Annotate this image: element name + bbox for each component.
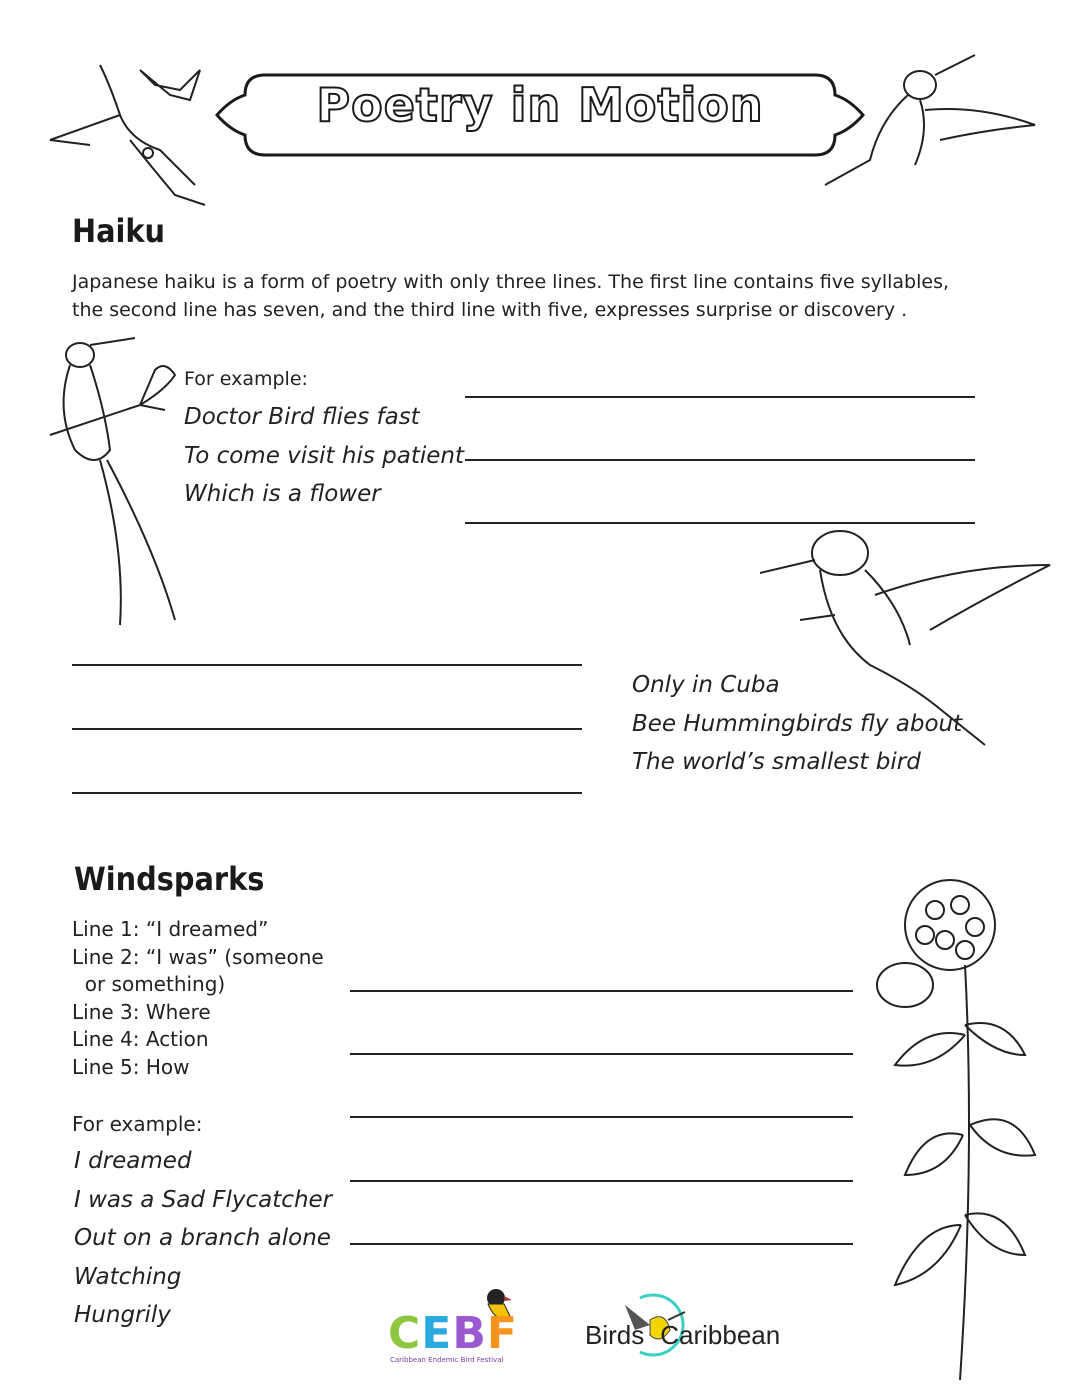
hummingbird-illustration	[820, 50, 1045, 190]
poem-line: Watching	[74, 1263, 182, 1290]
flying-birds-illustration	[30, 45, 215, 210]
haiku-write-line-6[interactable]	[72, 792, 582, 794]
step-line: Line 4: Action	[72, 1027, 209, 1051]
caribbean-word: Caribbean	[660, 1320, 781, 1350]
streamertail-illustration	[45, 330, 190, 630]
haiku-example-1	[184, 404, 464, 520]
step-line: Line 1: “I dreamed”	[72, 917, 269, 941]
haiku-write-line-2[interactable]	[465, 459, 975, 461]
haiku-write-line-3[interactable]	[465, 522, 975, 524]
intro-line-2: the second line has seven, and the third line with five, expresses surprise or discovery .	[72, 299, 908, 321]
haiku-write-line-4[interactable]	[72, 664, 582, 666]
birdscaribbean-logo	[585, 1290, 780, 1366]
poem-line: Out on a branch alone	[74, 1225, 331, 1251]
poem-line: Only in Cuba	[632, 672, 780, 698]
haiku-heading: Haiku	[72, 212, 166, 250]
windsparks-write-line-2[interactable]	[350, 1053, 853, 1055]
windsparks-example-label: For example:	[72, 1112, 203, 1136]
step-line: Line 3: Where	[72, 999, 211, 1024]
windsparks-heading: Windsparks	[74, 860, 265, 898]
poem-line: Hungrily	[74, 1302, 171, 1328]
poem-line: Doctor Bird flies fast	[184, 404, 420, 430]
poem-line: To come visit his patient	[184, 442, 464, 469]
step-line: or something)	[72, 972, 226, 996]
poem-line: I dreamed	[74, 1148, 192, 1174]
windsparks-write-line-4[interactable]	[350, 1180, 853, 1182]
step-line: Line 2: “I was” (someone	[72, 944, 324, 969]
poem-line: The world’s smallest bird	[632, 749, 921, 775]
poem-line: Bee Hummingbirds fly about	[632, 710, 963, 737]
cebf-letters: CEBF	[388, 1308, 518, 1359]
birdscaribbean-text	[585, 1320, 780, 1351]
cebf-logo	[388, 1286, 528, 1368]
windsparks-steps	[72, 916, 324, 1081]
windsparks-write-line-1[interactable]	[350, 990, 853, 992]
page-title: Poetry in Motion	[316, 78, 764, 132]
haiku-write-line-5[interactable]	[72, 728, 582, 730]
step-line: Line 5: How	[72, 1054, 190, 1079]
poem-line: Which is a flower	[184, 481, 381, 507]
poem-line: I was a Sad Flycatcher	[74, 1186, 333, 1213]
windsparks-example	[74, 1148, 332, 1341]
haiku-example-2	[632, 672, 962, 788]
haiku-intro	[72, 268, 1032, 324]
flower-bird-illustration	[865, 855, 1045, 1385]
windsparks-write-line-5[interactable]	[350, 1243, 853, 1245]
windsparks-write-line-3[interactable]	[350, 1116, 853, 1118]
cebf-subtitle: Caribbean Endemic Bird Festival	[390, 1356, 504, 1364]
birds-word: Birds	[585, 1320, 645, 1350]
haiku-example-label: For example:	[184, 368, 308, 390]
intro-line-1: Japanese haiku is a form of poetry with only three lines. The first line contains five syllables,	[72, 271, 950, 293]
haiku-write-line-1[interactable]	[465, 396, 975, 398]
